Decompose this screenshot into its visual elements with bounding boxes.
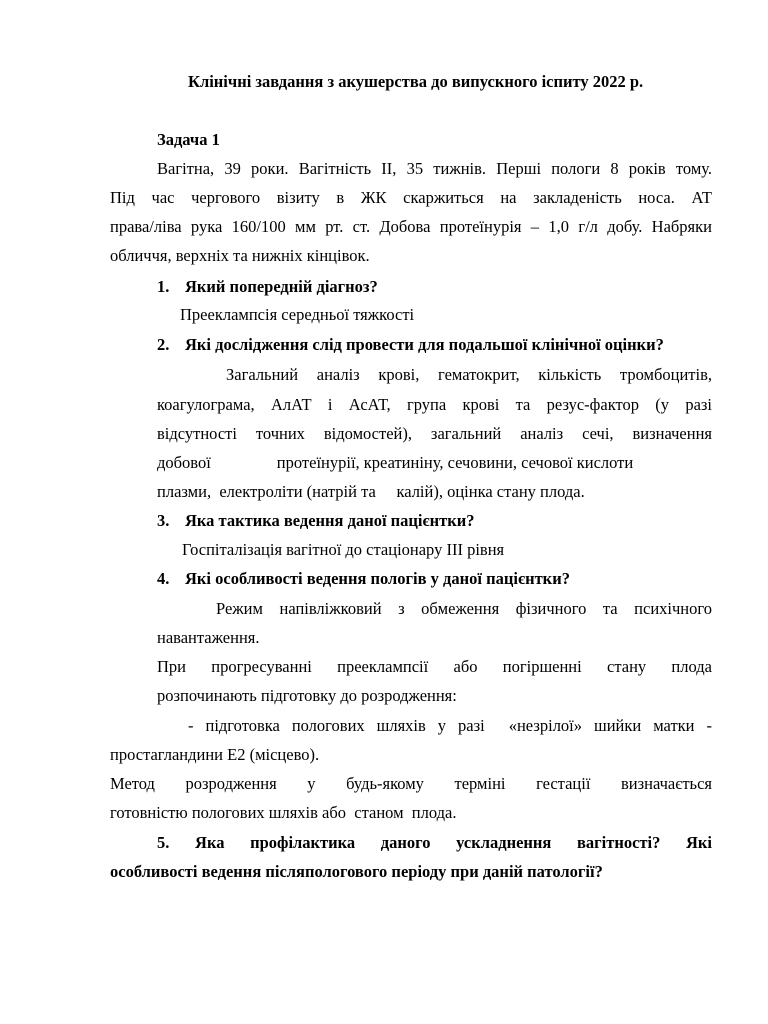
answer-4-line: розпочинають підготовку до розродження: <box>157 686 457 705</box>
question-number: 1. <box>157 277 170 296</box>
question-text: Які дослідження слід провести для подальшої клінічної оцінки? <box>185 335 664 354</box>
answer-3-line: Госпіталізація вагітної до стаціонару ІІІ рівня <box>182 540 505 559</box>
task-intro-line: обличчя, верхніх та нижніх кінцівок. <box>110 246 370 265</box>
question-2 <box>157 335 664 355</box>
question-text: Яка тактика ведення даної пацієнтки? <box>185 511 475 530</box>
question-text: Який попередній діагноз? <box>185 277 378 296</box>
task-intro-line: Під час чергового візиту в ЖК скаржиться на закладеність носа. АТ <box>110 188 712 207</box>
answer-2-line: коагулограма, АлАТ і АсАТ, група крові та резус-фактор (у разі <box>157 395 712 414</box>
answer-4-line: - підготовка пологових шляхів у разі «незрілої» шийки матки - <box>188 716 712 735</box>
task-intro-line: Вагітна, 39 роки. Вагітність ІІ, 35 тижнів. Перші пологи 8 років тому. <box>157 159 712 178</box>
answer-4-line: Метод розродження у будь-якому терміні гестації визначається <box>110 774 712 793</box>
question-5 <box>157 833 712 853</box>
answer-4-line: Режим напівліжковий з обмеження фізичного та психічного <box>216 599 712 618</box>
question-4 <box>157 569 570 589</box>
question-1 <box>157 277 378 297</box>
answer-4-line: При прогресуванні прееклампсії або погіршенні стану плода <box>157 657 712 676</box>
question-number: 5. <box>157 833 170 852</box>
task-heading: Задача 1 <box>157 130 220 149</box>
question-text: Які особливості ведення пологів у даної пацієнтки? <box>185 569 570 588</box>
question-number: 2. <box>157 335 170 354</box>
question-3 <box>157 511 475 531</box>
answer-2-line: добової протеїнурії, креатиніну, сечовини, сечової кислоти <box>157 453 634 472</box>
task-intro-line: права/ліва рука 160/100 мм рт. ст. Добова протеїнурія – 1,0 г/л добу. Набряки <box>110 217 712 236</box>
question-number: 4. <box>157 569 170 588</box>
question-text: Яка профілактика даного ускладнення вагітності? Які <box>195 833 713 852</box>
answer-1-line: Прееклампсія середньої тяжкості <box>180 305 415 324</box>
answer-4-line: готовністю пологових шляхів або станом плода. <box>110 803 457 822</box>
answer-2-line: плазми, електроліти (натрій та калій), оцінка стану плода. <box>157 482 585 501</box>
answer-2-line: відсутності точних відомостей), загальний аналіз сечі, визначення <box>157 424 712 443</box>
question-number: 3. <box>157 511 170 530</box>
question-5-continued: особливості ведення післяпологового періоду при даній патології? <box>110 862 603 881</box>
document-title: Клінічні завдання з акушерства до випускного іспиту 2022 р. <box>188 72 644 91</box>
answer-2-line: Загальний аналіз крові, гематокрит, кількість тромбоцитів, <box>226 365 712 384</box>
answer-4-line: навантаження. <box>157 628 260 647</box>
answer-4-line: простагландини Е2 (місцево). <box>110 745 320 764</box>
